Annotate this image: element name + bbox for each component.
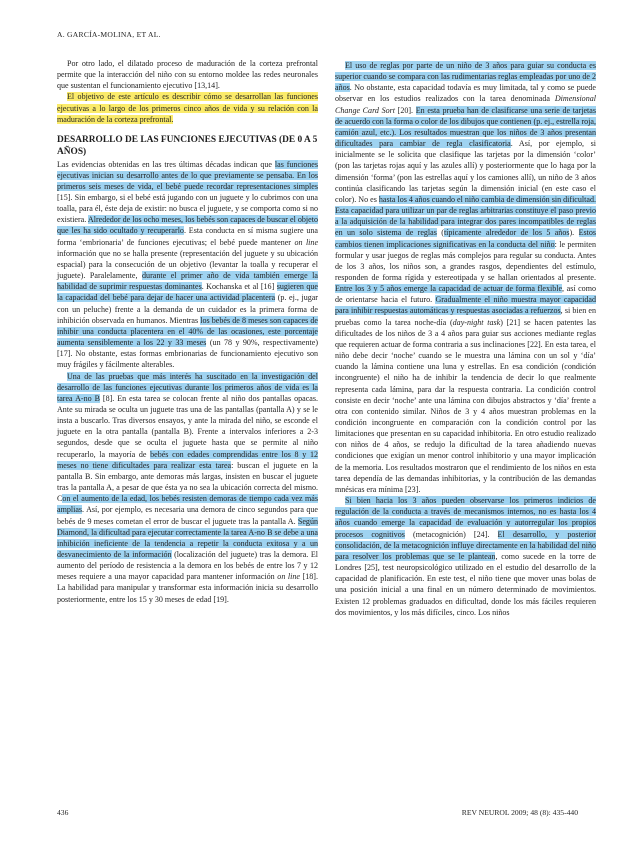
text-run: . Así, por ejemplo, es necesaria una demora de cinco segundos para que bebés de 9 meses cometan el error de buscar el juguete tras la pantalla A. (57, 505, 318, 526)
text-run: información que no se halla presente (representación del juguete y su ubicación espacial) para la consecución de un objetivo (levantar la toalla y recuperar el juguete). Paralelamente, (57, 248, 318, 281)
paragraph-prefrontal-maturation: Por otro lado, el dilatado proceso de maduración de la corteza prefrontal permite que la interacción del niño con su entorno moldee las redes neuronales que sustentan el funcionamiento ejecutivo [13,14]. (57, 59, 318, 91)
text-run: (p. ej., jugar con un peluche) frente a la demanda de un cuidador es la primera forma de inhibición observada en humanos. Mientras (57, 293, 318, 325)
text-run: , como sucede en la torre de Londres [25], test neuropsicológico utilizado en el estudio del desarrollo de la capacidad de planificación. En este test, el niño tiene que mover unas bolas de una posición inicial a una final en un número determinado de movimientos. Existen 12 problemas graduados en dificultad, donde los más fáciles requieren dos movimientos, y los más difíciles, cinco. Los niños (335, 551, 597, 617)
highlight-blue: durante el primer año de vida también emerge la habilidad de suprimir respuestas dominantes (57, 271, 318, 292)
highlight-blue: on el aumento de la edad, los bebés resisten demoras de tiempo cada vez más amplias (57, 494, 318, 515)
paragraph-a-not-b-task (57, 371, 318, 605)
text-run: ). (569, 228, 579, 238)
journal-reference: REV NEUROL 2009; 48 (8): 435-440 (461, 808, 578, 817)
highlight-blue: Alrededor de los ocho meses, los bebés son capaces de buscar el objeto que les ha sido ocultado y recuperarlo (57, 215, 318, 236)
paragraph-evidence (57, 159, 318, 371)
text-run: , así como de orientarse hacia el futuro. (335, 284, 596, 305)
paragraph-objective (57, 91, 318, 124)
highlight-blue: Si bien hacia los 3 años pueden observarse los primeros indicios de regulación de la conducta a través de mecanismos internos, no es hasta los 4 años cuando emerge la capacidad de evaluación y autorregular los propios procesos cognitivos (335, 496, 596, 539)
text-run: . Kochanska et al [16] (201, 282, 277, 292)
highlight-blue: Entre los 3 y 5 años emerge la capacidad de actuar de forma flexible (335, 284, 563, 294)
highlight-blue: las funciones ejecutivas inician su desarrollo antes de lo que previamente se pensaba. En los primeros seis meses de vida, el bebé puede recordar representaciones simples (57, 159, 318, 191)
italic-term: on line (277, 572, 300, 582)
highlight-blue: En esta prueba han de clasificarse una serie de tarjetas de acuerdo con la forma o color de los dibujos que contienen (p. ej., estrella roja, camión azul, etc.). Los resultados muestran que los niños de 3 años presentan dificultades para cambiar de regla clasificatoria (335, 105, 596, 149)
running-head: A. GARCÍA-MOLINA, ET AL. (57, 30, 161, 39)
highlight-blue: Estos cambios tienen implicaciones significativas en la conducta del niño (335, 228, 597, 249)
italic-term: Dimensional Change Card Sort (335, 94, 596, 115)
highlight-blue: hasta los 4 años cuando el niño cambia de dimensión sin dificultad. Esta capacidad para utilizar un par de reglas arbitrarias constituye el paso previo a la adquisición de la habilidad para integrar dos pares incompatibles de reglas en un solo sistema de reglas (335, 194, 596, 238)
text-run: (metacognición) [24]. (404, 529, 498, 539)
highlight-blue: Una de las pruebas que más interés ha suscitado en la investigación del desarrollo de las funciones ejecutivas durante los primeros años de vida es la tarea A-no B (57, 371, 318, 403)
text-run: : le permiten formular y usar juegos de reglas más complejos para regular su conducta. Antes de los 3 años, los niños son, a grandes rasgos, dependientes del estímulo, responden de forma rígida y estereotipada y se hallan orientados al presente. (335, 239, 596, 282)
highlight-yellow: El objetivo de este artículo es describir cómo se desarrollan las funciones ejecutivas a lo largo de los primeros cinco años de vida y su relación con la maduración de la corteza prefrontal. (57, 92, 318, 124)
highlight-blue: Según Diamond, la dificultad para ejecutar correctamente la tarea A-no B se debe a una inhibición ineficiente de la tendencia a repetir la conducta exitosa y a un desvanecimiento de la información (57, 516, 318, 559)
text-run: , si bien en pruebas como la tarea noche-día ( (335, 306, 596, 327)
text-run: : buscan el juguete en la pantalla B. Sin embargo, ante demoras más largas, insisten en buscar el juguete tras la pantalla A, a pesar de que ésta ya no sea la ubicación correcta del mismo. C (57, 460, 318, 504)
text-run: (un 78 y 90%, respectivamente) [17]. No obstante, estas formas embrionarias de funcionamiento ejecutivo son muy frágiles y fácilmente alterables. (57, 338, 319, 370)
text-run: Las evidencias obtenidas en las tres últimas décadas indican que (57, 159, 275, 169)
left-column (57, 58, 318, 605)
text-run: [15]. Sin embargo, si el bebé está jugando con un juguete y lo cubrimos con una toalla, para él, éste deja de existir: no busca el juguete, y se comporta como si no existiera. (57, 193, 318, 225)
highlight-blue: sugieren que la capacidad del bebé para dejar de hacer una actividad placentera (57, 282, 319, 303)
highlight-blue: típicamente alrededor de los 5 años (443, 228, 570, 238)
italic-term: day-night task (452, 317, 501, 327)
paragraph-rule-use (335, 60, 596, 495)
text-run: [20]. (395, 105, 416, 115)
highlight-blue: bebés con edades comprendidas entre los 8 y 12 meses no tiene dificultades para realizar esta tarea (57, 449, 318, 470)
right-column (335, 60, 596, 618)
page-number: 436 (57, 808, 69, 817)
highlight-blue: El uso de reglas por parte de un niño de 3 años para guiar su conducta es superior cuando se compara con las rudimentarias reglas empleadas por uno de 2 años (335, 61, 596, 93)
text-run: . No obstante, esta capacidad todavía es muy limitada, tal y como se puede observar en los estudios realizados con la tarea denominada (335, 83, 596, 104)
text-run: [18]. La habilidad para manipular y transformar esta información inicia su desarrollo posteriormente, entre los 15 y 30 meses de edad [19]. (57, 572, 319, 604)
text-run: [8]. En esta tarea se colocan frente al niño dos pantallas opacas. Ante su mirada se oculta un juguete tras una de las pantallas (pantalla A) y se le insta a buscarlo. Tras diversos ensayos, y ante la mirada del niño, se esconde el juguete en la otra pantalla (pantalla B). Frente a intervalos inferiores a 2-3 segundos, desde que se oculta el juguete hasta que se permite al niño recuperarlo, la mayoría de (57, 393, 318, 459)
italic-term: on line (294, 237, 319, 247)
highlight-blue: los bebés de 8 meses son capaces de inhibir una conducta placentera en el 40% de las ocasiones, este porcentaje aumenta sensiblemente a los 22 y 33 meses (57, 315, 319, 348)
highlight-blue: Gradualmente el niño muestra mayor capacidad para inhibir respuestas automáticas y respuestas asociadas a refuerzos (335, 295, 596, 316)
text-run: (localización del juguete) tras la demora. El aumento del período de resistencia a la demora en los bebés de entre los 7 y 12 meses requiere a una mayor capacidad para mantener información (57, 550, 319, 582)
text-run: ) [21] se hacen patentes las dificultades de los niños de 3 a 4 años para guiar sus acciones mediante reglas que requieren actuar de forma contraria a sus inclinaciones [22]. En esta tarea, el niño debe decir ‘noche’ cuando se le muestra una lámina con un sol y ‘día’ cuando la lámina contiene una luna y estrellas. En esa condición (condición incongruente) el niño ha de inhibir la tendencia de decir lo que realmente representa cada lámina, para dar la respuesta contraria. La condición control consiste en decir ‘noche’ ante una lámina con dibujos abstractos y ‘día’ frente a otra con contenido similar. Niños de 3 y 4 años muestran problemas en la condición incongruente en comparación con la condición control por las limitaciones que presentan en su capacidad inhibitoria. En otro estudio realizado con niños de 4 años, se redujo la dificultad de la tarea añadiendo nuevas condiciones que exigían un menor control inhibitorio y una mayor implicación de la memoria. Los resultados mostraron que el rendimiento de los niños en esta tarea dependía de las demandas inhibitorias, y la contribución de las demandas mnésicas era mínima [23]. (335, 317, 596, 494)
text-run: . Así, por ejemplo, si inicialmente se le solicita que clasifique las tarjetas por la dimensión ‘color’ (pon las tarjetas rojas aquí y las azules allí) y posteriormente que lo haga por la dimensión ‘forma’ (pon las estrellas aquí y los camiones allí), un niño de 3 años continúa clasificando las tarjetas según la dimensión inicial (en este caso el color). No es (335, 139, 596, 204)
section-title: DESARROLLO DE LAS FUNCIONES EJECUTIVAS (DE 0 A 5 AÑOS) (57, 134, 318, 157)
text-run: ( (436, 228, 444, 238)
paragraph-metacognition (335, 495, 596, 618)
highlight-blue: El desarrollo, y posterior consolidación, de la metacognición influye directamente en la habilidad del niño para resolver los problemas que se le plantean (335, 529, 596, 561)
text-run: . Esta conducta en sí misma sugiere una forma ‘embrionaria’ de funciones ejecutivas; el bebé puede mantener (57, 226, 318, 247)
